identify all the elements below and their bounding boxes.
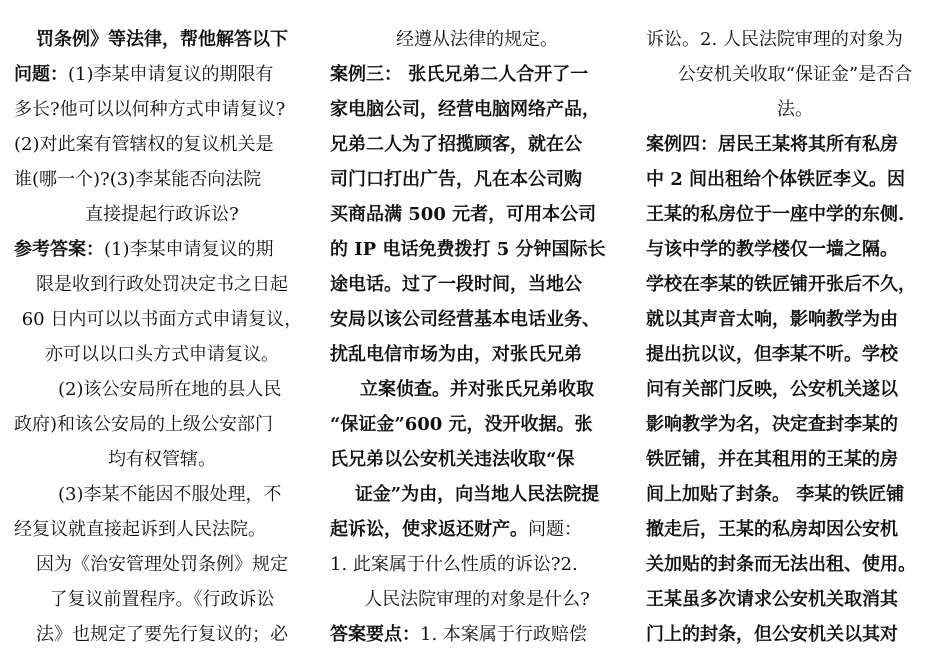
text-line: 的 IP 电话免费拨打 5 分钟国际长	[330, 239, 606, 260]
text-line: 均有权管辖。	[108, 449, 216, 470]
text-line: 安局以该公司经营基本电话业务、	[330, 309, 600, 330]
answer-label: 答案要点：	[330, 624, 420, 645]
text-line: 提出抗以议，但李某不听。学校	[646, 344, 898, 365]
text-line: 证金”为由，向当地人民法院提	[354, 484, 600, 505]
text-line: 关加贴的封条而无法出租、使用。	[646, 554, 916, 575]
text-line: 司门口打出广告，凡在本公司购	[330, 169, 582, 190]
text-line	[330, 57, 624, 92]
text-span: 张氏兄弟二人合开了一	[402, 64, 589, 85]
text-line: 中 2 间出租给个体铁匠李义。因	[646, 169, 906, 190]
text-line: 政府)和该公安局的上级公安部门	[14, 414, 274, 435]
text-span: (1)李某申请复议的期	[104, 239, 274, 260]
text-line: 氏兄弟以公安机关违法收取“保	[330, 449, 575, 470]
question-label: 问题：	[528, 519, 582, 540]
text-line: 法。	[777, 99, 813, 120]
case-label: 案例三：	[330, 64, 402, 85]
text-line: 诉讼。2. 人民法院审理的对象为	[646, 29, 903, 50]
text-line: 60 日内可以以书面方式申请复议，	[21, 309, 303, 330]
text-line: 王某的私房位于一座中学的东侧.	[646, 204, 905, 225]
text-line: 多长?他可以以何种方式申请复议?	[14, 99, 286, 120]
text-line: 经遵从法律的规定。	[396, 29, 558, 50]
text-line: 家电脑公司，经营电脑网络产品，	[330, 99, 600, 120]
text-column-3	[646, 22, 944, 652]
text-line: 立案侦查。并对张氏兄弟收取	[360, 379, 594, 400]
text-line: 罚条例》等法律，帮他解答以下	[36, 29, 288, 50]
text-line: 直接提起行政诉讼?	[85, 204, 239, 225]
text-span: 起诉讼，使求返还财产。	[330, 519, 528, 540]
text-line: (2)对此案有管辖权的复议机关是	[14, 134, 274, 155]
text-line: 与该中学的教学楼仅一墙之隔。	[646, 239, 898, 260]
text-line: 案例四：居民王某将其所有私房	[646, 134, 898, 155]
text-line: 问有关部门反映，公安机关遂以	[646, 379, 898, 400]
text-line: 间上加贴了封条。 李某的铁匠铺	[646, 484, 905, 505]
text-line: 门上的封条，但公安机关以其对	[646, 624, 898, 645]
text-line: (2)该公安局所在地的县人民	[58, 379, 282, 400]
text-line: 因为《治安管理处罚条例》规定	[36, 554, 288, 575]
text-span: 1. 本案属于行政赔偿	[420, 624, 587, 645]
text-line: 兄弟二人为了招揽顾客，就在公	[330, 134, 582, 155]
answer-label: 参考答案：	[14, 239, 104, 260]
text-line: 公安机关收取“保证金”是否合	[677, 64, 913, 85]
text-line: 影响教学为名，决定查封李某的	[646, 414, 898, 435]
text-line	[14, 57, 310, 92]
text-line	[330, 617, 624, 652]
text-line: 1. 此案属于什么性质的诉讼?2.	[330, 554, 578, 575]
text-line: 人民法院审理的对象是什么?	[364, 589, 590, 610]
text-span: (1)李某申请复议的期限有	[68, 64, 274, 85]
text-line	[330, 512, 624, 547]
text-line: 限是收到行政处罚决定书之日起	[36, 274, 288, 295]
text-line: 王某虽多次请求公安机关取消其	[646, 589, 898, 610]
text-line: 经复议就直接起诉到人民法院。	[14, 519, 266, 540]
text-column-1	[14, 22, 310, 652]
text-line: 途电话。过了一段时间，当地公	[330, 274, 582, 295]
text-line: 谁(哪一个)?(3)李某能否向法院	[14, 169, 262, 190]
text-line: 买商品满 500 元者，可用本公司	[330, 204, 597, 225]
text-line: 就以其声音太响，影响教学为由	[646, 309, 898, 330]
text-column-2	[330, 22, 624, 652]
text-line	[14, 232, 310, 267]
question-label: 问题：	[14, 64, 68, 85]
text-line: 铁匠铺，并在其租用的王某的房	[646, 449, 898, 470]
text-line: 撤走后，王某的私房却因公安机	[646, 519, 898, 540]
text-line: “保证金”600 元，没开收据。张	[330, 414, 593, 435]
text-line: 扰乱电信市场为由，对张氏兄弟	[330, 344, 582, 365]
text-line: 法》也规定了要先行复议的；必	[36, 624, 288, 645]
text-line: 了复议前置程序。《行政诉讼	[49, 589, 275, 610]
text-line: 亦可以以口头方式申请复议。	[45, 344, 279, 365]
text-line: 学校在李某的铁匠铺开张后不久，	[646, 274, 916, 295]
text-line: (3)李某不能因不服处理，不	[58, 484, 282, 505]
